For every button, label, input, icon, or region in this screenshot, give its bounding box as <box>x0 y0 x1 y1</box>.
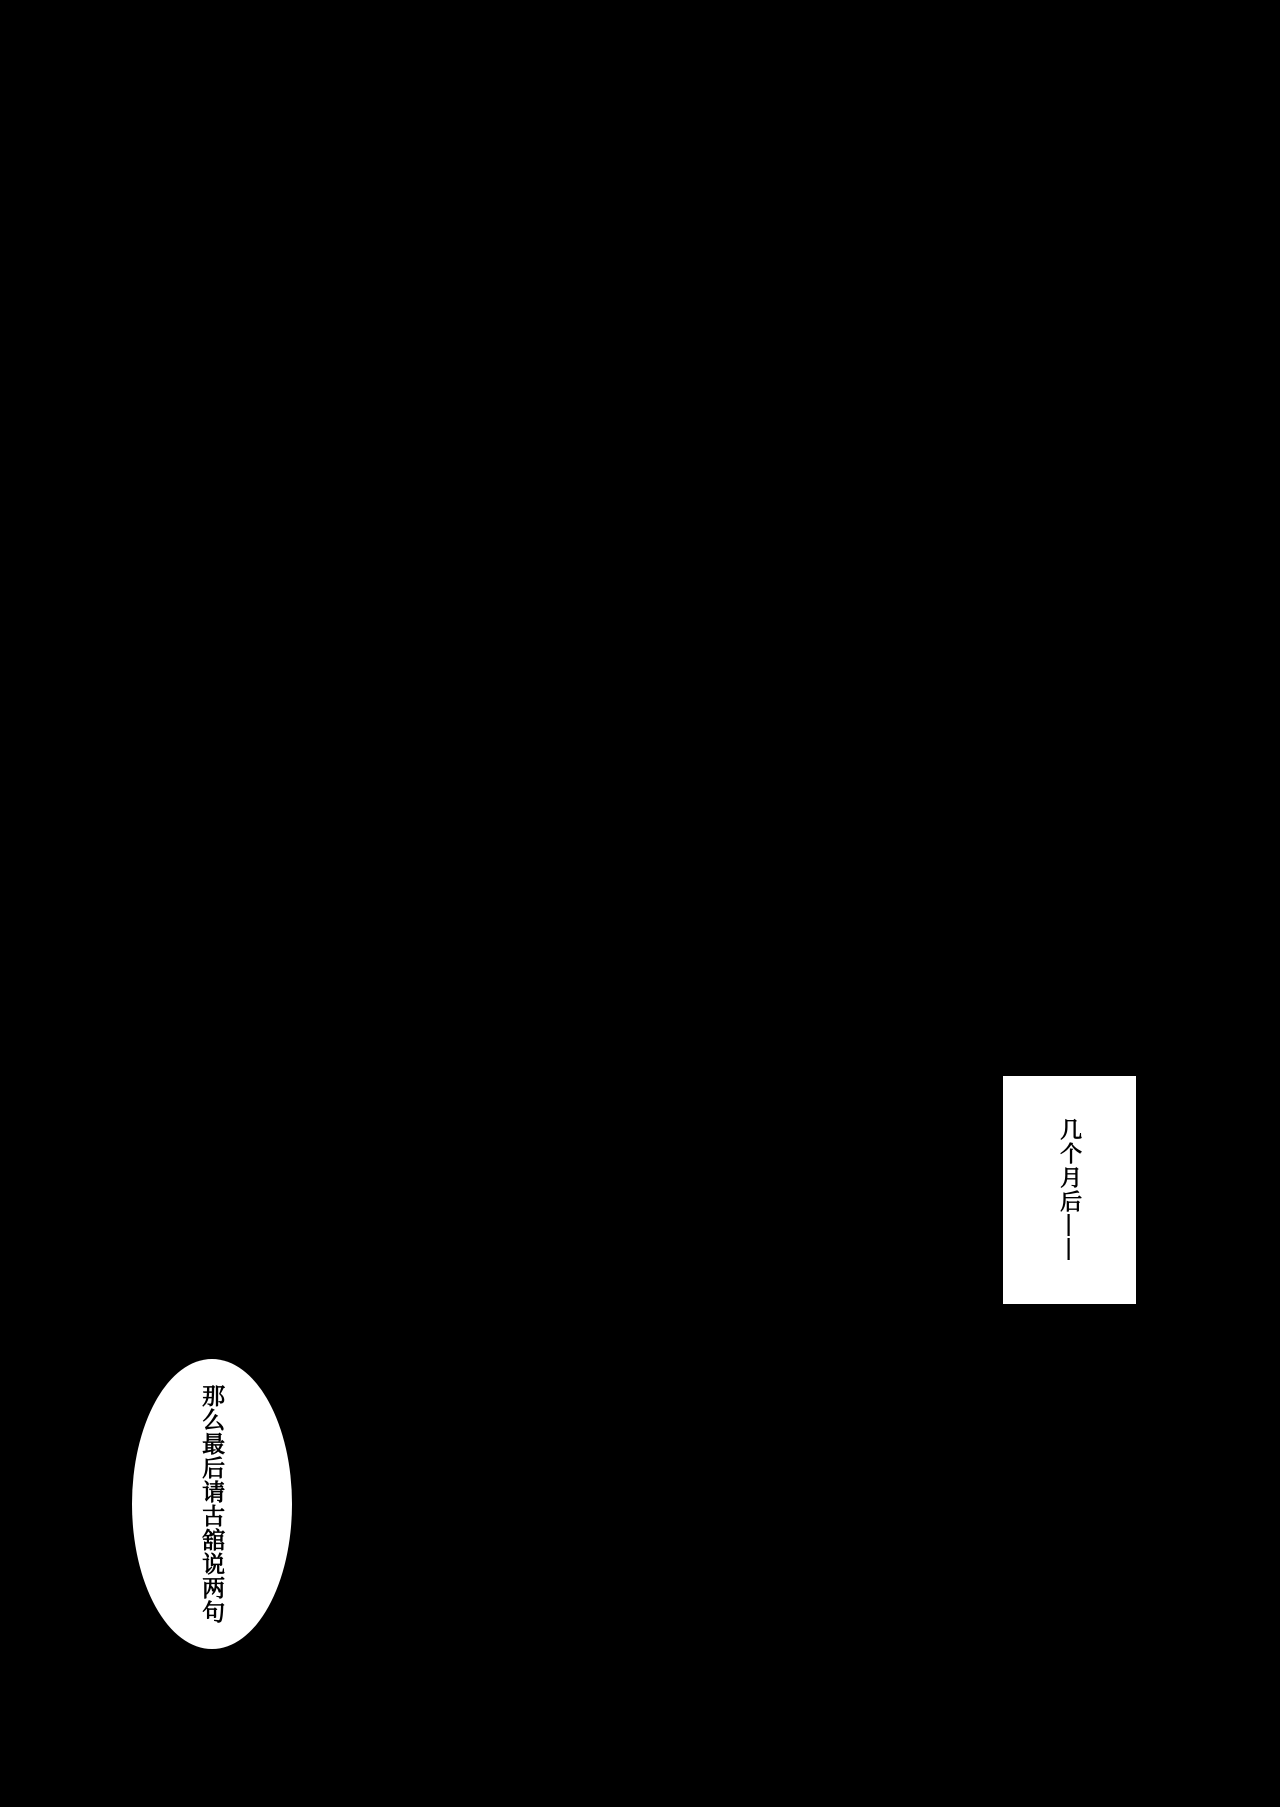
speech-bubble-text: 那么最后请古舘说两句 <box>199 1384 226 1624</box>
narration-caption-text: 几个月后—— <box>1057 1118 1083 1262</box>
narration-caption-box <box>1003 1076 1136 1304</box>
speech-bubble <box>132 1359 292 1649</box>
